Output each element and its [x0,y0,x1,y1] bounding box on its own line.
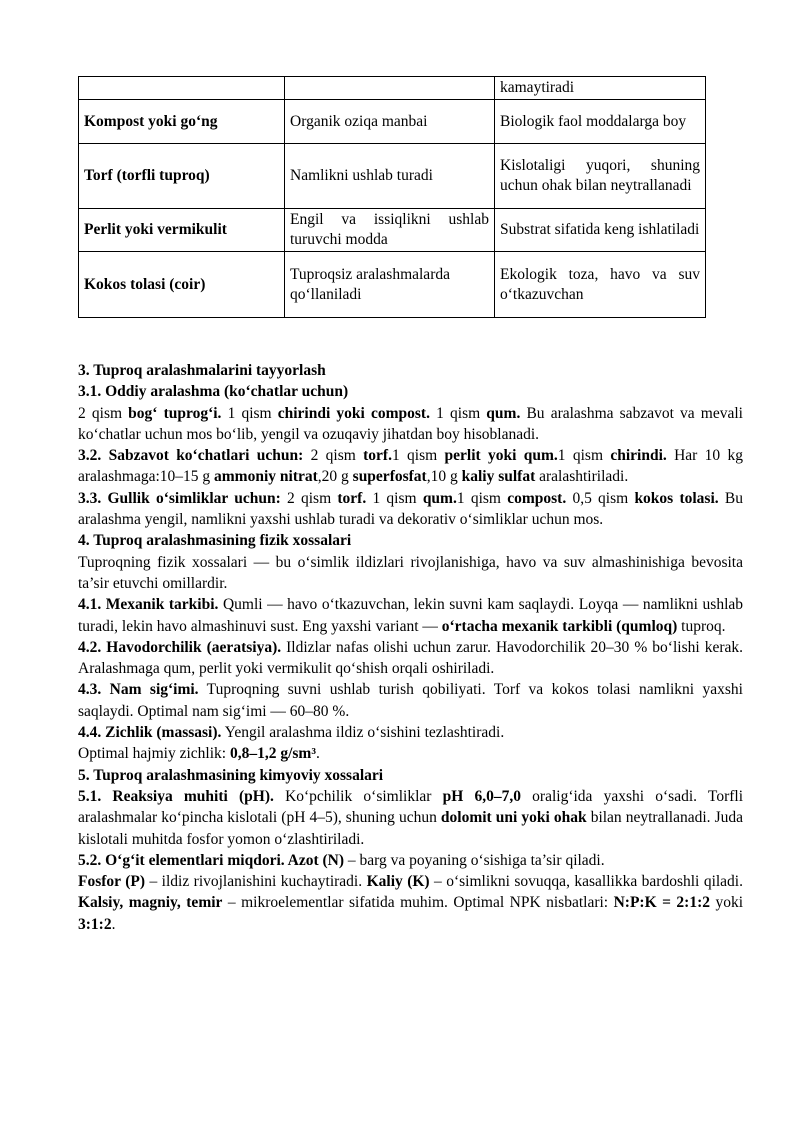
table-row [79,209,706,252]
section-3-2-paragraph: 3.2. Sabzavot ko‘chatlari uchun: 2 qism torf.1 qism perlit yoki qum.1 qism chirindi. Har 10 kg aralashmaga:10–15 g ammoniy nitrat,20 g superfosfat,10 g kaliy sulfat aralashtiriladi. [78,447,743,486]
table-cell-name: Torf (torfli tuproq) [79,144,285,209]
section-4-1-paragraph: 4.1. Mexanik tarkibi. Qumli — havo o‘tkazuvchan, lekin suvni kam saqlaydi. Loyqa — namlikni ushlab turadi, lekin havo almashinuvi sust. Eng yaxshi variant — o‘rtacha mexanik tarkibli (qumloq) tuproq. [78,596,744,635]
soil-components-table [78,76,706,318]
section-3-3-paragraph: 3.3. Gullik o‘simliklar uchun: 2 qism torf. 1 qism qum.1 qism compost. 0,5 qism kokos tolasi. Bu aralashma yengil, namlikni yaxshi ushlab turadi va dekorativ o‘simliklar uchun mos. [78,489,743,529]
table-row [79,252,706,318]
section-4-3-paragraph: 4.3. Nam sig‘imi. Tuproqning suvni ushlab turish qobiliyati. Torf va kokos tolasi namlikni yaxshi saqlaydi. Optimal nam sig‘imi — 60–80 %. [78,681,743,720]
table-cell-name [79,77,285,100]
table-cell-property: kamaytiradi [495,77,706,100]
table-cell-description: Organik oziqa manbai [285,100,495,144]
section-5-heading: 5. Tuproq aralashmasining kimyoviy xossalari [78,766,384,784]
section-4-intro: Tuproqning fizik xossalari — bu o‘simlik ildizlari rivojlanishiga, havo va suv almashinishiga bevosita ta’sir etuvchi omillardir. [78,553,743,592]
section-5-2-nutrients: Fosfor (P) – ildiz rivojlanishini kuchaytiradi. Kaliy (K) – o‘simlikni sovuqqa, kasallikka bardoshli qiladi. Kalsiy, magniy, temir – mikroelementlar sifatida muhim. Optimal NPK nisbatlari: N:P:K = 2:1:2 yoki 3:1:2. [78,873,744,933]
table-row [79,100,706,144]
table-cell-description: Namlikni ushlab turadi [285,144,495,209]
table-row [79,144,706,209]
section-4-4-density: Optimal hajmiy zichlik: 0,8–1,2 g/sm³. [78,745,320,763]
section-3-1-heading: 3.1. Oddiy aralashma (ko‘chatlar uchun) [78,383,349,401]
table-cell-name: Kompost yoki go‘ng [79,100,285,144]
section-4-heading: 4. Tuproq aralashmasining fizik xossalari [78,532,352,550]
section-4-2-paragraph: 4.2. Havodorchilik (aeratsiya). Ildizlar nafas olishi uchun zarur. Havodorchilik 20–30 % bo‘lishi kerak. Aralashmaga qum, perlit yoki vermikulit qo‘shish orqali oshiriladi. [78,638,743,678]
section-3-1-paragraph: 2 qism bog‘ tuprog‘i. 1 qism chirindi yoki compost. 1 qism qum. Bu aralashma sabzavot va mevali ko‘chatlar uchun mos bo‘lib, yengil va ozuqaviy jihatdan boy hisoblanadi. [78,404,743,443]
table-cell-property: Substrat sifatida keng ishlatiladi [495,209,706,252]
table-cell-name: Kokos tolasi (coir) [79,252,285,318]
table-cell-description [285,77,495,100]
document-body [78,360,743,935]
table-cell-name: Perlit yoki vermikulit [79,209,285,252]
table-cell-description: Tuproqsiz aralashmalarda qo‘llaniladi [285,252,495,318]
section-5-1-paragraph: 5.1. Reaksiya muhiti (pH). Ko‘pchilik o‘simliklar pH 6,0–7,0 oralig‘ida yaxshi o‘sadi. Torfli aralashmalar ko‘pincha kislotali (pH 4–5), shuning uchun dolomit uni yoki ohak bilan neytrallanadi. Juda kislotali muhitda fosfor yomon o‘zlashtiriladi. [78,787,743,848]
section-3-heading: 3. Tuproq aralashmalarini tayyorlash [78,362,326,379]
table-cell-description: Engil va issiqlikni ushlab turuvchi modda [285,209,495,252]
table-cell-property: Ekologik toza, havo va suv o‘tkazuvchan [495,252,706,318]
table-row [79,77,706,100]
section-5-2-paragraph: 5.2. O‘g‘it elementlari miqdori. Azot (N) – barg va poyaning o‘sishiga ta’sir qiladi. [78,851,605,869]
section-4-4-paragraph: 4.4. Zichlik (massasi). Yengil aralashma ildiz o‘sishini tezlashtiradi. [78,724,505,742]
table-cell-property: Biologik faol moddalarga boy [495,100,706,144]
table-cell-property: Kislotaligi yuqori, shuning uchun ohak bilan neytrallanadi [495,144,706,209]
